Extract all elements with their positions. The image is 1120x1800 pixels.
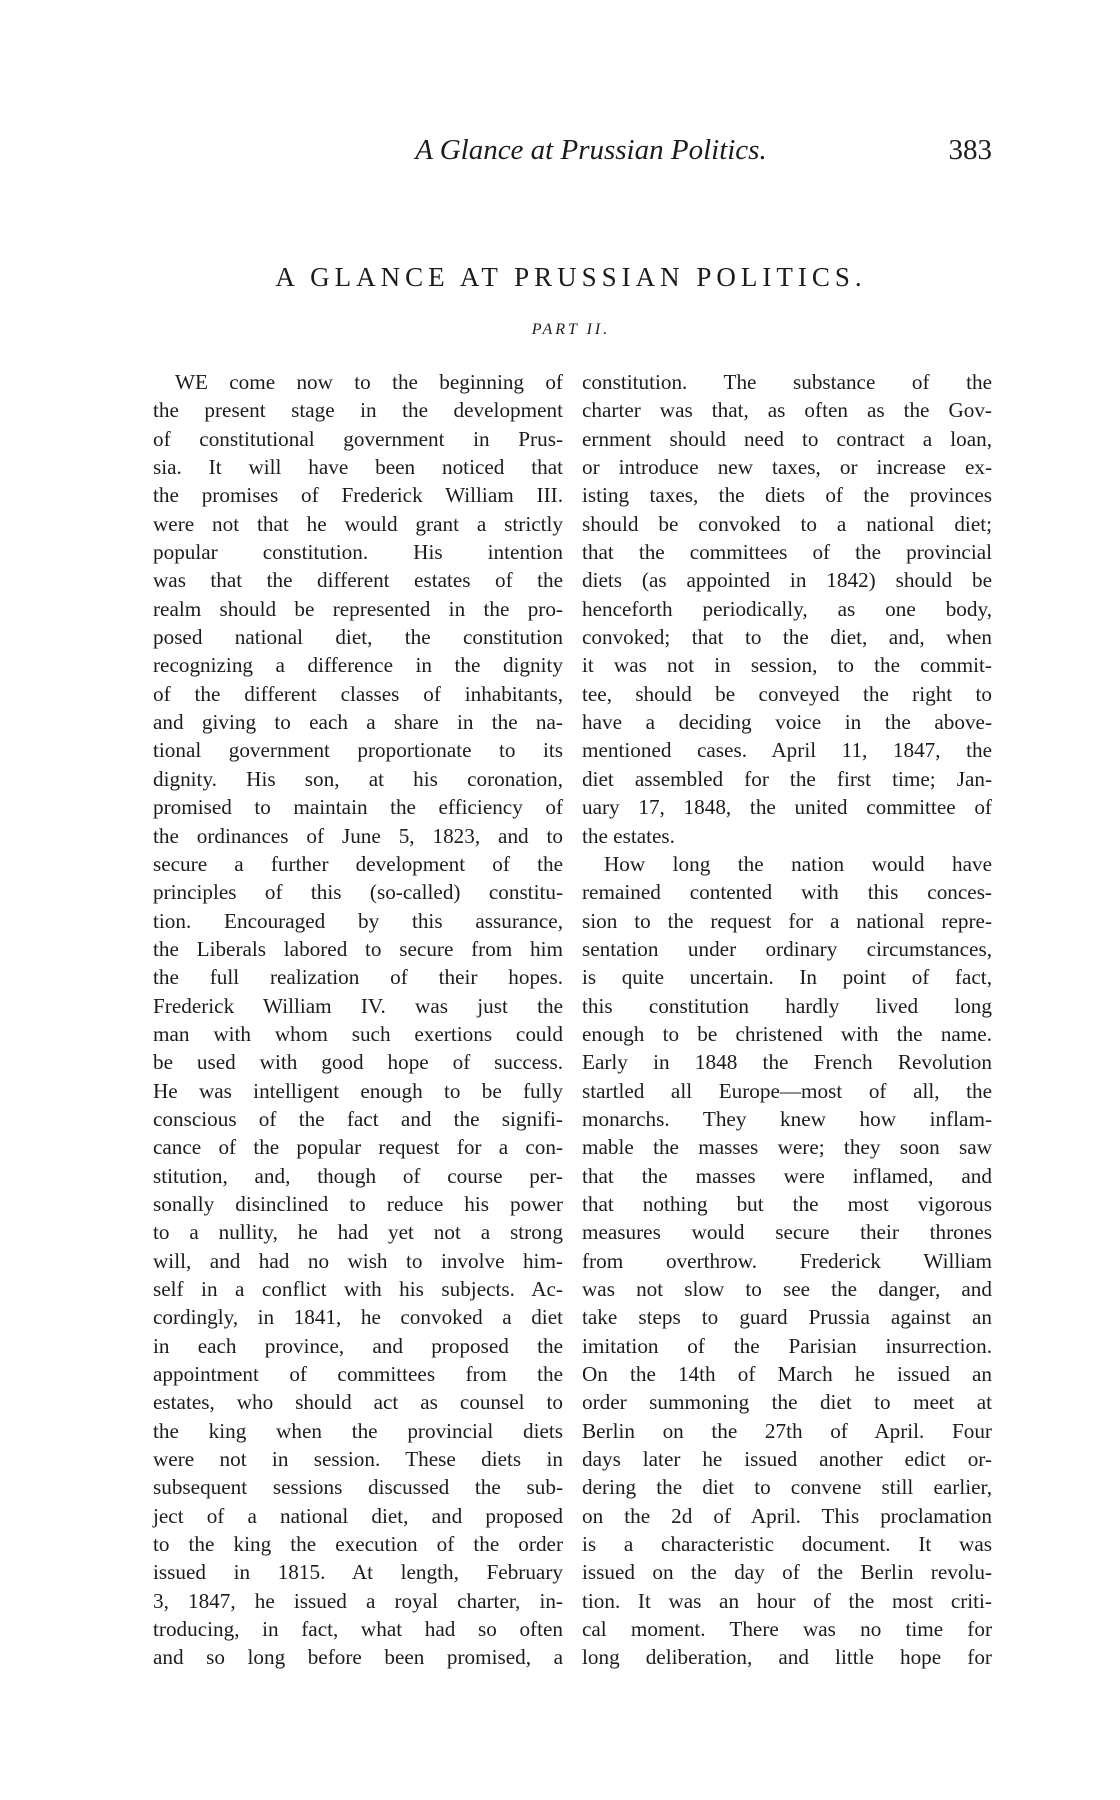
text-line: the estates.	[582, 823, 675, 848]
text-line: or introduce new taxes, or increase ex-	[582, 455, 992, 480]
text-line: the Liberals labored to secure from him	[153, 936, 563, 961]
text-line: is quite uncertain. In point of fact,	[582, 965, 992, 990]
text-line: appointment of committees from the	[153, 1362, 563, 1387]
left-column	[153, 368, 563, 1672]
text-line: sonally disinclined to reduce his power	[153, 1191, 563, 1216]
text-line: will, and had no wish to involve him-	[153, 1248, 563, 1273]
text-line: mable the masses were; they soon saw	[582, 1135, 992, 1160]
text-line: isting taxes, the diets of the provinces	[582, 483, 992, 508]
part-label: PART II.	[531, 321, 611, 338]
text-line: of the different classes of inhabitants,	[153, 681, 563, 706]
text-line: dignity. His son, at his coronation,	[153, 766, 563, 791]
text-line: have a deciding voice in the above-	[582, 710, 992, 735]
text-line: to the king the execution of the order	[153, 1532, 563, 1557]
text-line: constitution. The substance of the	[582, 370, 992, 394]
text-line: Frederick William IV. was just the	[153, 993, 563, 1018]
text-line: man with whom such exertions could	[153, 1021, 563, 1046]
text-line: WE come now to the beginning of	[175, 370, 563, 394]
text-line: the king when the provincial diets	[153, 1418, 563, 1443]
text-line: measures would secure their thrones	[582, 1220, 992, 1245]
text-line: order summoning the diet to meet at	[582, 1390, 992, 1415]
text-line: was not slow to see the danger, and	[582, 1277, 992, 1301]
text-line: tion. It was an hour of the most criti-	[582, 1588, 992, 1613]
text-line: it was not in session, to the commit-	[582, 653, 992, 678]
text-line: be used with good hope of success.	[153, 1050, 563, 1075]
text-line: sion to the request for a national repre-	[582, 908, 992, 933]
text-line: uary 17, 1848, the united committee of	[582, 795, 992, 820]
text-line: How long the nation would have	[604, 851, 992, 876]
text-line: henceforth periodically, as one body,	[582, 596, 992, 621]
text-line: ject of a national diet, and proposed	[153, 1503, 563, 1528]
text-line: estates, who should act as counsel to	[153, 1390, 563, 1415]
text-line: secure a further development of the	[153, 851, 563, 876]
text-line: On the 14th of March he issued an	[582, 1362, 992, 1387]
text-line: dering the diet to convene still earlier,	[582, 1475, 992, 1500]
text-line: was that the different estates of the	[153, 568, 563, 593]
text-line: charter was that, as often as the Gov-	[582, 398, 992, 423]
text-line: realm should be represented in the pro-	[153, 596, 563, 621]
text-line: were not that he would grant a strictly	[153, 511, 563, 536]
text-line: remained contented with this conces-	[582, 880, 992, 905]
text-line: promised to maintain the efficiency of	[153, 795, 563, 820]
text-line: were not in session. These diets in	[153, 1447, 563, 1472]
text-line: to a nullity, he had yet not a strong	[153, 1220, 563, 1245]
text-line: sentation under ordinary circumstances,	[582, 936, 992, 961]
text-line: 3, 1847, he issued a royal charter, in-	[153, 1588, 563, 1613]
text-line: stitution, and, though of course per-	[153, 1163, 563, 1188]
text-line: diets (as appointed in 1842) should be	[582, 568, 992, 593]
text-line: posed national diet, the constitution	[153, 625, 563, 650]
text-line: of constitutional government in Prus-	[153, 426, 563, 451]
text-line: days later he issued another edict or-	[582, 1447, 992, 1472]
text-line: the present stage in the development	[153, 398, 563, 423]
text-line: that nothing but the most vigorous	[582, 1191, 992, 1216]
text-line: convoked; that to the diet, and, when	[582, 625, 992, 650]
text-line: startled all Europe—most of all, the	[582, 1078, 992, 1103]
text-line: principles of this (so-called) constitu-	[153, 880, 563, 905]
text-line: long deliberation, and little hope for	[582, 1645, 992, 1670]
text-line: this constitution hardly lived long	[582, 993, 992, 1018]
running-head	[150, 134, 992, 174]
text-line: recognizing a difference in the dignity	[153, 653, 563, 678]
text-line: popular constitution. His intention	[153, 540, 563, 565]
text-line: He was intelligent enough to be fully	[153, 1078, 563, 1103]
text-line: tional government proportionate to its	[153, 738, 563, 763]
text-line: mentioned cases. April 11, 1847, the	[582, 738, 992, 763]
text-line: diet assembled for the first time; Jan-	[582, 766, 992, 791]
text-line: monarchs. They knew how inflam-	[582, 1106, 992, 1131]
running-title: A Glance at Prussian Politics.	[415, 134, 767, 166]
text-line: the promises of Frederick William III.	[153, 483, 563, 508]
text-line: that the masses were inflamed, and	[582, 1163, 992, 1188]
text-line: on the 2d of April. This proclamation	[582, 1503, 992, 1528]
text-line: take steps to guard Prussia against an	[582, 1305, 992, 1330]
article-title: A GLANCE AT PRUSSIAN POLITICS.	[275, 262, 867, 292]
text-line: self in a conflict with his subjects. Ac-	[153, 1277, 563, 1301]
text-line: troducing, in fact, what had so often	[153, 1617, 563, 1642]
text-line: ernment should need to contract a loan,	[582, 426, 992, 451]
text-line: is a characteristic document. It was	[582, 1532, 992, 1557]
text-line: issued on the day of the Berlin revolu-	[582, 1560, 992, 1585]
text-line: cordingly, in 1841, he convoked a diet	[153, 1305, 563, 1330]
text-line: the full realization of their hopes.	[153, 965, 563, 990]
text-line: enough to be christened with the name.	[582, 1021, 992, 1046]
text-line: conscious of the fact and the signifi-	[153, 1106, 563, 1131]
text-line: tion. Encouraged by this assurance,	[153, 908, 563, 933]
text-line: Berlin on the 27th of April. Four	[582, 1418, 992, 1443]
text-line: the ordinances of June 5, 1823, and to	[153, 823, 563, 848]
text-line: issued in 1815. At length, February	[153, 1560, 563, 1585]
text-line: that the committees of the provincial	[582, 540, 992, 565]
text-line: imitation of the Parisian insurrection.	[582, 1333, 992, 1358]
text-line: and so long before been promised, a	[153, 1645, 563, 1670]
text-line: subsequent sessions discussed the sub-	[153, 1475, 563, 1500]
page-number: 383	[948, 134, 992, 166]
text-line: cance of the popular request for a con-	[153, 1135, 563, 1160]
text-line: and giving to each a share in the na-	[153, 710, 563, 735]
text-line: from overthrow. Frederick William	[582, 1248, 992, 1273]
text-line: cal moment. There was no time for	[582, 1617, 992, 1642]
text-line: tee, should be conveyed the right to	[582, 681, 992, 706]
text-line: Early in 1848 the French Revolution	[582, 1050, 992, 1075]
text-line: sia. It will have been noticed that	[153, 455, 563, 480]
text-line: should be convoked to a national diet;	[582, 511, 992, 536]
right-column	[582, 368, 992, 1672]
text-line: in each province, and proposed the	[153, 1333, 563, 1358]
